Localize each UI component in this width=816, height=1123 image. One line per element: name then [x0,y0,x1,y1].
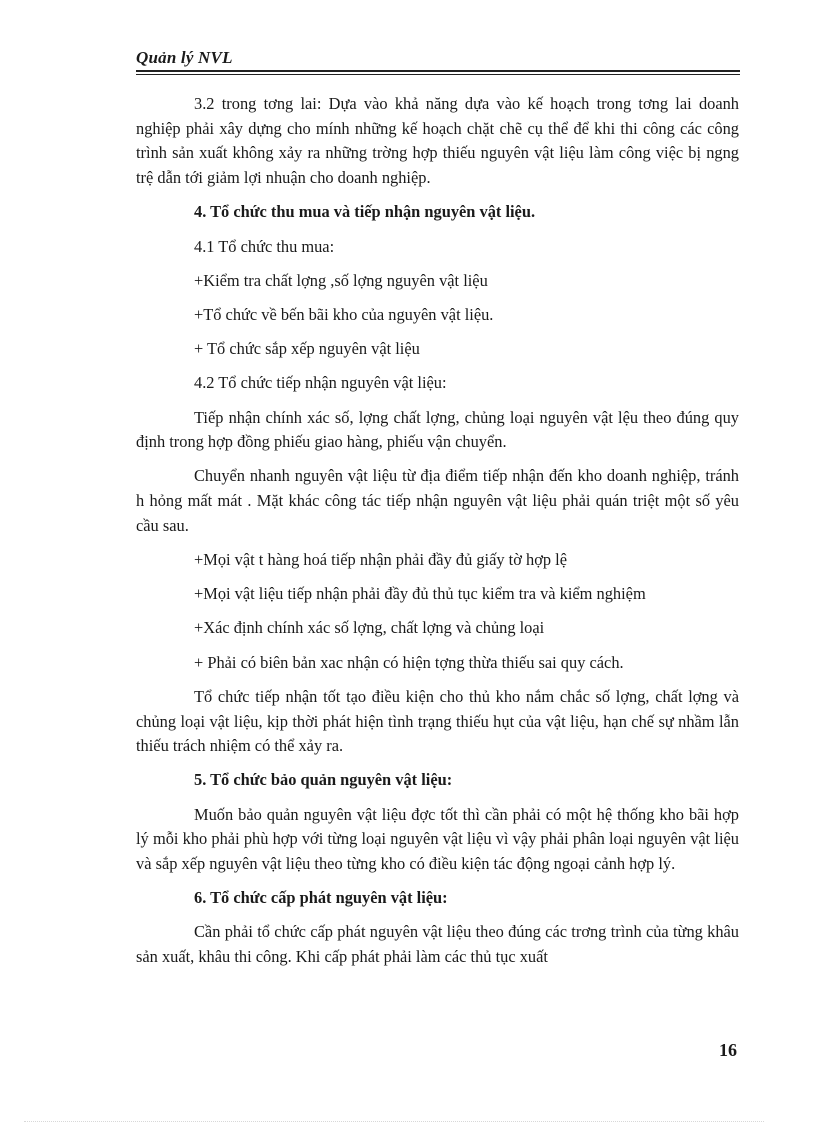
document-body [136,92,739,979]
list-item: +Mọi vật liệu tiếp nhận phải đầy đủ thủ tục kiểm tra và kiểm nghiệm [194,584,646,604]
footer-dotted-rule [24,1121,764,1122]
body-paragraph: Tiếp nhận chính xác số, lợng chất lợng, chủng loại nguyên vật lệu theo đúng quy định trong hợp đồng phiếu giao hàng, phiếu vận chuyển. [136,407,739,452]
section-heading: 5. Tổ chức bảo quản nguyên vật liệu: [194,770,453,790]
list-item: +Xác định chính xác số lợng, chất lợng và chủng loại [194,618,545,638]
page-number: 16 [719,1040,737,1060]
list-item: + Tổ chức sắp xếp nguyên vật liệu [194,339,420,359]
body-paragraph: Chuyển nhanh nguyên vật liệu từ địa điểm tiếp nhận đến kho doanh nghiệp, tránh h hỏng mất mát . Mặt khác công tác tiếp nhận nguyên vật liệu phải quán triệt một số yêu cầu sau. [136,466,739,535]
body-paragraph: Muốn bảo quản nguyên vật liệu đợc tốt thì cần phải có một hệ thống kho bãi hợp lý mỗi kho phải phù hợp với từng loại nguyên vật liệu vì vậy phải phân loại nguyên vật liệu và sắp xếp nguyên vật liệu theo từng kho có điều kiện tác động ngoại cảnh hợp lý. [136,804,739,874]
list-item: 4.1 Tổ chức thu mua: [194,236,335,256]
header-rule-thick [136,70,740,72]
body-paragraph: 3.2 trong tơng lai: Dựa vào khả năng dựa vào kế hoạch trong tơng lai doanh nghiệp phải xây dựng cho mính những kế hoạch chặt chẽ cụ thể để khi thi công các công trình sản xuất không xảy ra những trờng hợp thiếu nguyên vật liệu làm công việc bị ngng trệ dẫn tới giảm lợi nhuận cho doanh nghiệp. [136,94,739,188]
header-rule-thin [136,74,740,75]
header-title: Quản lý NVL [136,48,233,67]
list-item: +Tổ chức về bến bãi kho của nguyên vật liệu. [194,304,494,324]
list-item: +Kiểm tra chất lợng ,số lợng nguyên vật liệu [194,270,488,290]
list-item: +Mọi vật t hàng hoá tiếp nhận phải đầy đủ giấy tờ hợp lệ [194,550,567,570]
section-heading: 6. Tổ chức cấp phát nguyên vật liệu: [194,888,448,908]
body-paragraph: Tổ chức tiếp nhận tốt tạo điều kiện cho thủ kho nắm chắc số lợng, chất lợng và chủng loại vật liệu, kịp thời phát hiện tình trạng thiếu hụt của vật liệu, hạn chế sự nhầm lẫn thiếu trách nhiệm có thể xảy ra. [136,686,739,756]
list-item: 4.2 Tổ chức tiếp nhận nguyên vật liệu: [194,373,447,393]
section-heading: 4. Tổ chức thu mua và tiếp nhận nguyên vật liệu. [194,202,536,222]
page-header [136,48,740,68]
list-item: + Phải có biên bản xac nhận có hiện tợng thừa thiếu sai quy cách. [194,652,624,672]
body-paragraph: Cần phải tổ chức cấp phát nguyên vật liệu theo đúng các trơng trình của từng khâu sản xuất, khâu thi công. Khi cấp phát phải làm các thủ tục xuất [136,922,739,967]
